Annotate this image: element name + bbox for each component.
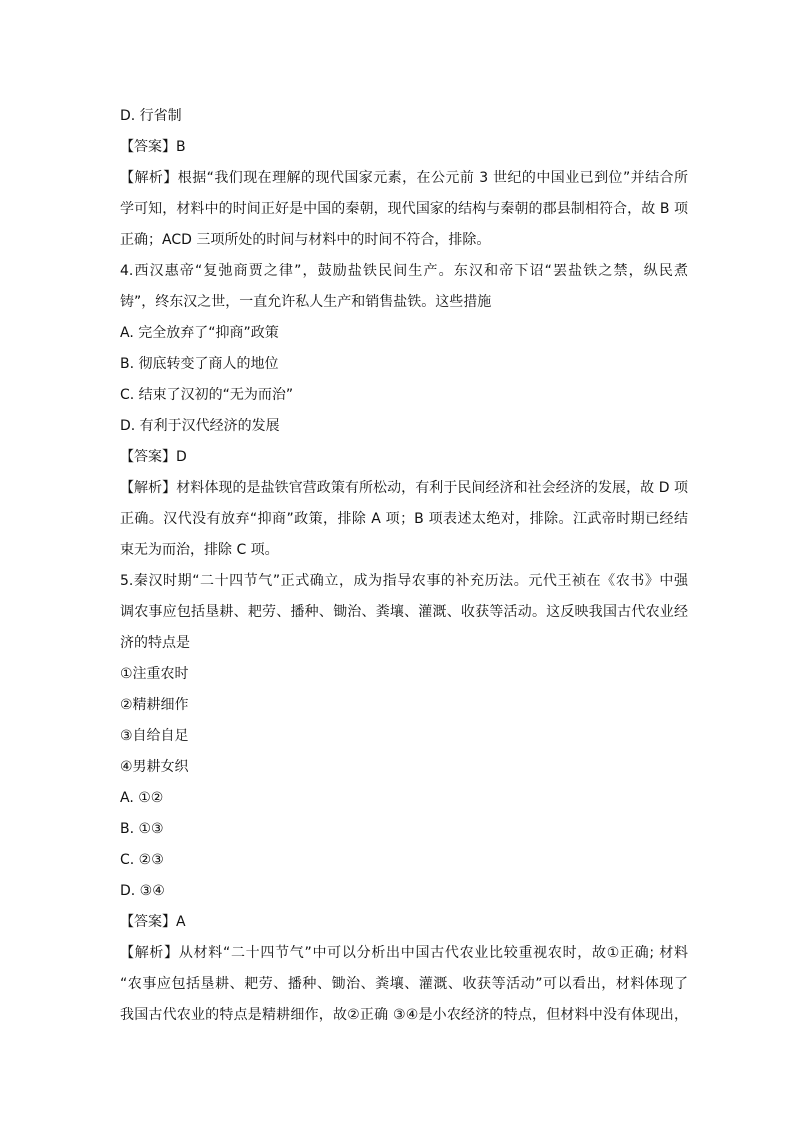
option-line: C. 结束了汉初的“无为而治” — [120, 387, 294, 403]
analysis-line: 【解析】从材料“二十四节气”中可以分析出中国古代农业比较重视农时，故①正确; 材料 — [120, 945, 688, 961]
document-body — [120, 101, 688, 1031]
question-line: 济的特点是 — [120, 635, 190, 651]
answer-line: 【答案】D — [120, 449, 187, 465]
analysis-line: 正确。汉代没有放弃“抑商”政策，排除 A 项；B 项表述太绝对，排除。江武帝时期已经结 — [120, 511, 688, 527]
option-line: A. 完全放弃了“抑商”政策 — [120, 325, 279, 341]
option-line: A. ①② — [120, 790, 164, 806]
question-line: 4.西汉惠帝“复弛商贾之律”，鼓励盐铁民间生产。东汉和帝下诏“罢盐铁之禁，纵民煮 — [120, 263, 688, 279]
answer-line: 【答案】A — [120, 914, 186, 930]
statement-line: ①注重农时 — [120, 666, 189, 682]
question-line: 铸”，终东汉之世，一直允许私人生产和销售盐铁。这些措施 — [120, 294, 492, 310]
statement-line: ③自给自足 — [120, 728, 189, 744]
analysis-line: 我国古代农业的特点是精耕细作，故②正确 ③④是小农经济的特点，但材料中没有体现出， — [120, 1007, 688, 1023]
option-line: D. 有利于汉代经济的发展 — [120, 418, 280, 434]
analysis-line: 学可知，材料中的时间正好是中国的秦朝，现代国家的结构与秦朝的郡县制相符合，故 B 项 — [120, 201, 688, 217]
option-line: B. ①③ — [120, 821, 164, 837]
question-line: 5.秦汉时期“二十四节气”正式确立，成为指导农事的补充历法。元代王祯在《农书》中强 — [120, 573, 688, 589]
option-line: C. ②③ — [120, 852, 164, 868]
analysis-line: “农事应包括垦耕、耙劳、播种、锄治、粪壤、灌溉、收获等活动”可以看出，材料体现了 — [120, 976, 688, 992]
statement-line: ②精耕细作 — [120, 697, 189, 713]
analysis-line: 正确；ACD 三项所处的时间与材料中的时间不符合，排除。 — [120, 232, 491, 248]
option-line: D. ③④ — [120, 883, 165, 899]
analysis-line: 【解析】材料体现的是盐铁官营政策有所松动，有利于民间经济和社会经济的发展，故 D 项 — [120, 480, 688, 496]
statement-line: ④男耕女织 — [120, 759, 189, 775]
option-d-line: D. 行省制 — [120, 108, 182, 124]
option-line: B. 彻底转变了商人的地位 — [120, 356, 279, 372]
analysis-line: 【解析】根据“我们现在理解的现代国家元素，在公元前 3 世纪的中国业已到位”并结合所 — [120, 170, 688, 186]
analysis-line: 束无为而治，排除 C 项。 — [120, 542, 279, 558]
question-line: 调农事应包括垦耕、耙劳、播种、锄治、粪壤、灌溉、收获等活动。这反映我国古代农业经 — [120, 604, 688, 620]
answer-line: 【答案】B — [120, 139, 186, 155]
